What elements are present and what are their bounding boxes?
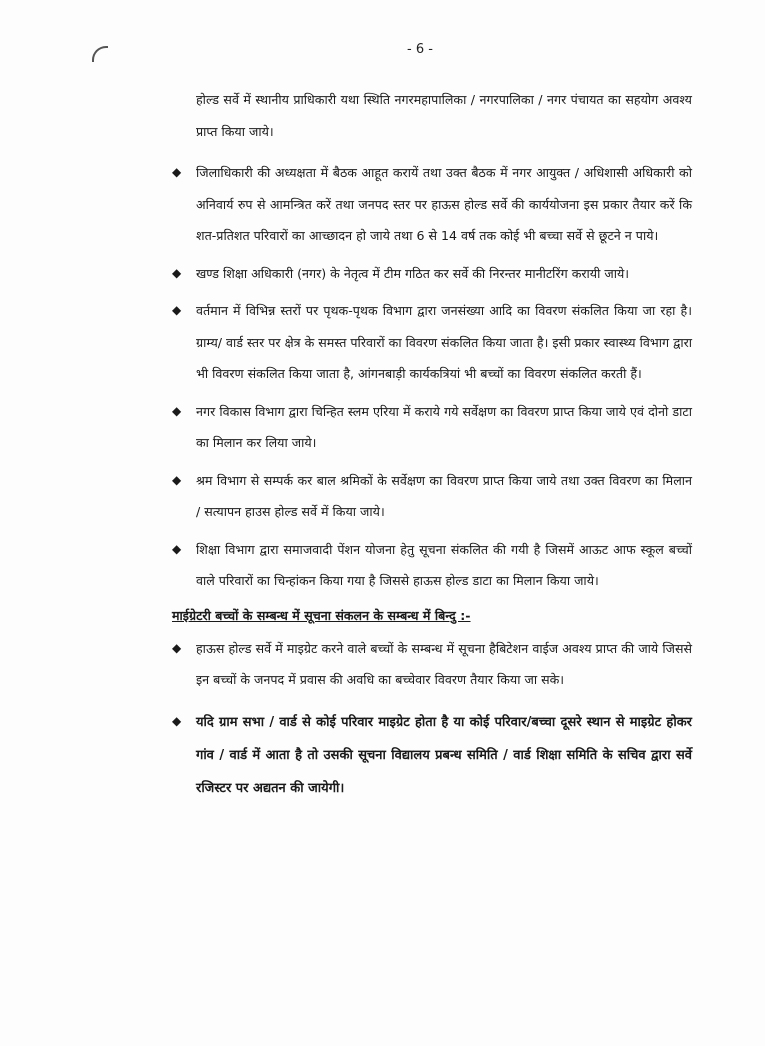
page-number: - 6 - (407, 42, 433, 57)
diamond-bullet-icon: ◆ (172, 265, 182, 280)
bullet-item-1 (172, 157, 692, 252)
bullet-item-4 (172, 396, 692, 459)
diamond-bullet-icon: ◆ (172, 165, 182, 179)
bullet-item-6 (172, 534, 692, 597)
bullet-text: नगर विकास विभाग द्वारा चिन्हित स्लम एरिया में कराये गये सर्वेक्षण का विवरण प्राप्त किया जाये एवं दोनो डाटा का मिलान कर लिया जाये। (196, 403, 692, 450)
diamond-bullet-icon: ◆ (172, 303, 182, 317)
bold-bullet-item (172, 706, 692, 805)
document-body (172, 84, 692, 805)
intro-paragraph: होल्ड सर्वे में स्थानीय प्राधिकारी यथा स्थिति नगरमहापालिका / नगरपालिका / नगर पंचायत का सहयोग अवश्य प्राप्त किया जाये। (196, 92, 692, 139)
diamond-bullet-icon: ◆ (172, 713, 182, 728)
bullet-text: खण्ड शिक्षा अधिकारी (नगर) के नेतृत्व में टीम गठित कर सर्वे की निरन्तर मानीटरिंग करायी जाये। (196, 265, 630, 281)
bullet-item-5 (172, 465, 692, 528)
bullet-text: वर्तमान में विभिन्न स्तरों पर पृथक-पृथक विभाग द्वारा जनसंख्या आदि का विवरण संकलित किया जा रहा है। ग्राम्य/ वार्ड स्तर पर क्षेत्र के समस्त परिवारों का विवरण संकलित किया जाता है। इसी प्रकार स्वास्थ्य विभाग द्वारा भी विवरण संकलित किया जाता है, आंगनबाड़ी कार्यकत्रियां भी बच्चों का विवरण संकलित करती हैं। (196, 303, 692, 381)
bullet-text: शिक्षा विभाग द्वारा समाजवादी पेंशन योजना हेतु सूचना संकलित की गयी है जिसमें आऊट आफ स्कूल बच्चों वाले परिवारों का चिन्हांकन किया गया है जिससे हाऊस होल्ड डाटा का मिलान किया जाये। (196, 541, 692, 588)
diamond-bullet-icon: ◆ (172, 403, 182, 418)
bullet-text-bold: यदि ग्राम सभा / वार्ड से कोई परिवार माइग्रेट होता है या कोई परिवार/बच्चा दूसरे स्थान से माइग्रेट होकर गांव / वार्ड में आता है तो उसकी सूचना विद्यालय प्रबन्ध समिति / वार्ड शिक्षा समिति के सचिव द्वारा सर्वे रजिस्टर पर अद्यतन की जायेगी। (196, 714, 692, 796)
bullet-item-3 (172, 295, 692, 390)
bullet-text: जिलाधिकारी की अध्यक्षता में बैठक आहूत करायें तथा उक्त बैठक में नगर आयुक्त / अधिशासी अधिकारी को अनिवार्य रुप से आमन्त्रित करें तथा जनपद स्तर पर हाऊस होल्ड सर्वे की कार्ययोजना इस प्रकार तैयार करें कि शत-प्रतिशत परिवारों का आच्छादन हो जाये तथा 6 से 14 वर्ष तक कोई भी बच्चा सर्वे से छूटने न पाये। (196, 165, 692, 243)
diamond-bullet-icon: ◆ (172, 640, 182, 655)
bullet-text: हाऊस होल्ड सर्वे में माइग्रेट करने वाले बच्चों के सम्बन्ध में सूचना हैबिटेशन वाईज अवश्य प्राप्त की जाये जिससे इन बच्चों के जनपद में प्रवास की अवधि का बच्चेवार विवरण तैयार किया जा सके। (196, 640, 692, 687)
section-heading-migratory: माईग्रेटरी बच्चों के सम्बन्ध में सूचना संकलन के सम्बन्ध में बिन्दु :- (172, 607, 471, 623)
bullet-text: श्रम विभाग से सम्पर्क कर बाल श्रमिकों के सर्वेक्षण का विवरण प्राप्त किया जाये तथा उक्त विवरण का मिलान / सत्यापन हाउस होल्ड सर्वे में किया जाये। (196, 472, 692, 519)
diamond-bullet-icon: ◆ (172, 541, 182, 556)
bullet-item-2 (172, 258, 692, 290)
migratory-bullet-item-1 (172, 633, 692, 696)
diamond-bullet-icon: ◆ (172, 472, 182, 487)
